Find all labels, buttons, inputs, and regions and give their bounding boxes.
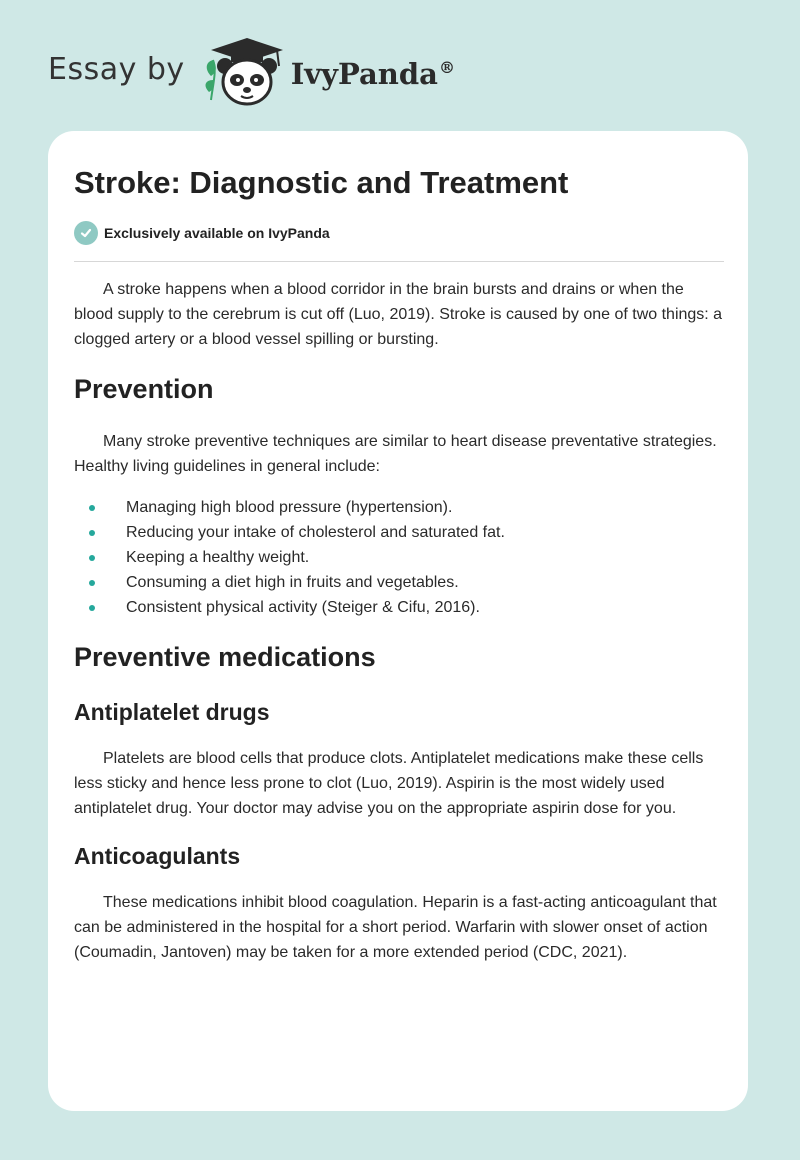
- list-item: Keeping a healthy weight.: [74, 545, 724, 570]
- site-header: [48, 36, 455, 108]
- section-heading-prevention: Prevention: [74, 374, 214, 404]
- bullet-icon: [89, 505, 95, 511]
- panda-logo-icon[interactable]: [201, 36, 289, 108]
- brand-name[interactable]: IvyPanda®: [290, 57, 455, 91]
- prevention-paragraph: Many stroke preventive techniques are similar to heart disease preventative strategies. Healthy living guidelines in general include:: [74, 433, 717, 475]
- subsection-heading-anticoagulants: Anticoagulants: [74, 843, 241, 869]
- essay-card: [48, 131, 748, 1111]
- section-heading-preventive-medications: Preventive medications: [74, 642, 376, 672]
- anticoagulants-paragraph: These medications inhibit blood coagulation. Heparin is a fast-acting anticoagulant that can be administered in the hospital for a short period. Warfarin with slower onset of action (Coumadin, Jantoven) may be taken for a more extended period (CDC, 2021).: [74, 894, 717, 961]
- registered-mark: ®: [438, 58, 455, 78]
- list-item: Managing high blood pressure (hypertension).: [74, 495, 724, 520]
- essay-body: [74, 277, 724, 965]
- subsection-heading-antiplatelet: Antiplatelet drugs: [74, 699, 270, 725]
- essay-by-label: Essay by: [48, 51, 185, 87]
- bullet-icon: [89, 580, 95, 586]
- list-item: Consistent physical activity (Steiger & Cifu, 2016).: [74, 595, 724, 620]
- list-item: Consuming a diet high in fruits and vegetables.: [74, 570, 724, 595]
- antiplatelet-paragraph: Platelets are blood cells that produce clots. Antiplatelet medications make these cells less sticky and hence less prone to clot (Luo, 2019). Aspirin is the most widely used antiplatelet drug. Your doctor may advise you on the appropriate aspirin dose for you.: [74, 750, 704, 817]
- list-item: Reducing your intake of cholesterol and saturated fat.: [74, 520, 724, 545]
- bullet-icon: [89, 605, 95, 611]
- bullet-icon: [89, 530, 95, 536]
- intro-paragraph: A stroke happens when a blood corridor in the brain bursts and drains or when the blood supply to the cerebrum is cut off (Luo, 2019). Stroke is caused by one of two things: a clogged artery or a blood vessel spilling or bursting.: [74, 281, 723, 348]
- exclusive-badge-text: Exclusively available on IvyPanda: [104, 225, 330, 241]
- bullet-icon: [89, 555, 95, 561]
- prevention-list: [74, 495, 724, 620]
- exclusive-badge: [74, 221, 330, 245]
- divider: [74, 261, 724, 262]
- check-icon: [74, 221, 98, 245]
- page-title: Stroke: Diagnostic and Treatment: [74, 165, 569, 200]
